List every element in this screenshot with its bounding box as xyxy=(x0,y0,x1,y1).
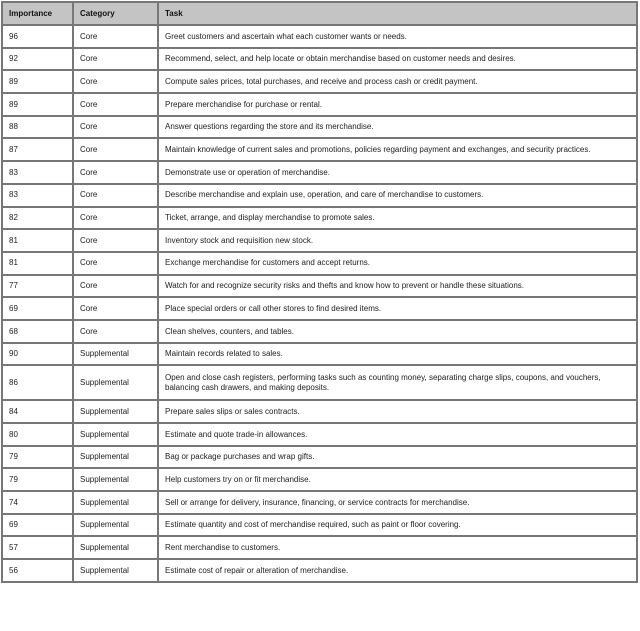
cell-importance: 68 xyxy=(2,320,73,343)
cell-task: Prepare merchandise for purchase or rental. xyxy=(158,93,637,116)
header-importance: Importance xyxy=(2,2,73,25)
table-row xyxy=(2,184,637,207)
cell-category: Supplemental xyxy=(73,514,158,537)
cell-importance: 74 xyxy=(2,491,73,514)
cell-importance: 83 xyxy=(2,161,73,184)
cell-task: Rent merchandise to customers. xyxy=(158,536,637,559)
cell-category: Supplemental xyxy=(73,536,158,559)
cell-task: Compute sales prices, total purchases, and receive and process cash or credit payment. xyxy=(158,70,637,93)
table-row xyxy=(2,207,637,230)
table-row xyxy=(2,275,637,298)
cell-importance: 56 xyxy=(2,559,73,582)
cell-category: Core xyxy=(73,229,158,252)
cell-importance: 96 xyxy=(2,25,73,48)
cell-importance: 89 xyxy=(2,93,73,116)
header-row xyxy=(2,2,637,25)
cell-task: Inventory stock and requisition new stock. xyxy=(158,229,637,252)
cell-category: Supplemental xyxy=(73,343,158,366)
table-row xyxy=(2,70,637,93)
cell-category: Core xyxy=(73,161,158,184)
cell-category: Core xyxy=(73,184,158,207)
cell-importance: 77 xyxy=(2,275,73,298)
cell-task: Answer questions regarding the store and its merchandise. xyxy=(158,116,637,139)
tasks-table xyxy=(1,1,638,583)
table-row xyxy=(2,161,637,184)
cell-task: Help customers try on or fit merchandise. xyxy=(158,468,637,491)
cell-task: Maintain records related to sales. xyxy=(158,343,637,366)
table-row xyxy=(2,446,637,469)
cell-importance: 79 xyxy=(2,468,73,491)
table-row xyxy=(2,252,637,275)
cell-task: Ticket, arrange, and display merchandise to promote sales. xyxy=(158,207,637,230)
cell-importance: 57 xyxy=(2,536,73,559)
table-row xyxy=(2,48,637,71)
cell-importance: 84 xyxy=(2,400,73,423)
cell-task: Recommend, select, and help locate or obtain merchandise based on customer needs and desires. xyxy=(158,48,637,71)
table-row xyxy=(2,468,637,491)
cell-importance: 81 xyxy=(2,252,73,275)
cell-importance: 86 xyxy=(2,365,73,400)
cell-task: Demonstrate use or operation of merchandise. xyxy=(158,161,637,184)
cell-category: Core xyxy=(73,70,158,93)
table-row xyxy=(2,116,637,139)
cell-task: Place special orders or call other stores to find desired items. xyxy=(158,297,637,320)
cell-importance: 89 xyxy=(2,70,73,93)
cell-category: Supplemental xyxy=(73,446,158,469)
cell-importance: 88 xyxy=(2,116,73,139)
cell-task: Estimate quantity and cost of merchandise required, such as paint or floor covering. xyxy=(158,514,637,537)
cell-task: Estimate cost of repair or alteration of merchandise. xyxy=(158,559,637,582)
cell-importance: 79 xyxy=(2,446,73,469)
table-row xyxy=(2,297,637,320)
cell-task: Maintain knowledge of current sales and promotions, policies regarding payment and exchanges, and security practices. xyxy=(158,138,637,161)
cell-task: Prepare sales slips or sales contracts. xyxy=(158,400,637,423)
header-task: Task xyxy=(158,2,637,25)
cell-importance: 82 xyxy=(2,207,73,230)
cell-importance: 69 xyxy=(2,514,73,537)
cell-task: Sell or arrange for delivery, insurance, financing, or service contracts for merchandise. xyxy=(158,491,637,514)
cell-importance: 81 xyxy=(2,229,73,252)
cell-task: Open and close cash registers, performing tasks such as counting money, separating charge slips, coupons, and vouchers, balancing cash drawers, and making deposits. xyxy=(158,365,637,400)
cell-importance: 80 xyxy=(2,423,73,446)
table-row xyxy=(2,400,637,423)
cell-importance: 83 xyxy=(2,184,73,207)
header-category: Category xyxy=(73,2,158,25)
cell-task: Describe merchandise and explain use, operation, and care of merchandise to customers. xyxy=(158,184,637,207)
cell-category: Core xyxy=(73,320,158,343)
cell-task: Watch for and recognize security risks and thefts and know how to prevent or handle these situations. xyxy=(158,275,637,298)
table-row xyxy=(2,559,637,582)
cell-category: Core xyxy=(73,252,158,275)
cell-task: Exchange merchandise for customers and accept returns. xyxy=(158,252,637,275)
cell-importance: 87 xyxy=(2,138,73,161)
cell-category: Supplemental xyxy=(73,491,158,514)
cell-category: Supplemental xyxy=(73,365,158,400)
table-row xyxy=(2,25,637,48)
cell-category: Core xyxy=(73,207,158,230)
table-row xyxy=(2,93,637,116)
cell-importance: 90 xyxy=(2,343,73,366)
cell-category: Core xyxy=(73,297,158,320)
table-row xyxy=(2,423,637,446)
cell-task: Clean shelves, counters, and tables. xyxy=(158,320,637,343)
cell-category: Supplemental xyxy=(73,423,158,446)
cell-task: Bag or package purchases and wrap gifts. xyxy=(158,446,637,469)
table-row xyxy=(2,229,637,252)
cell-task: Greet customers and ascertain what each customer wants or needs. xyxy=(158,25,637,48)
cell-category: Core xyxy=(73,138,158,161)
cell-category: Core xyxy=(73,48,158,71)
cell-importance: 69 xyxy=(2,297,73,320)
cell-category: Supplemental xyxy=(73,559,158,582)
table-row xyxy=(2,365,637,400)
cell-category: Core xyxy=(73,93,158,116)
table-row xyxy=(2,514,637,537)
table-row xyxy=(2,536,637,559)
table-row xyxy=(2,343,637,366)
cell-task: Estimate and quote trade-in allowances. xyxy=(158,423,637,446)
table-row xyxy=(2,138,637,161)
cell-category: Core xyxy=(73,116,158,139)
table-row xyxy=(2,320,637,343)
cell-category: Core xyxy=(73,25,158,48)
cell-category: Supplemental xyxy=(73,400,158,423)
cell-category: Supplemental xyxy=(73,468,158,491)
cell-category: Core xyxy=(73,275,158,298)
table-row xyxy=(2,491,637,514)
cell-importance: 92 xyxy=(2,48,73,71)
